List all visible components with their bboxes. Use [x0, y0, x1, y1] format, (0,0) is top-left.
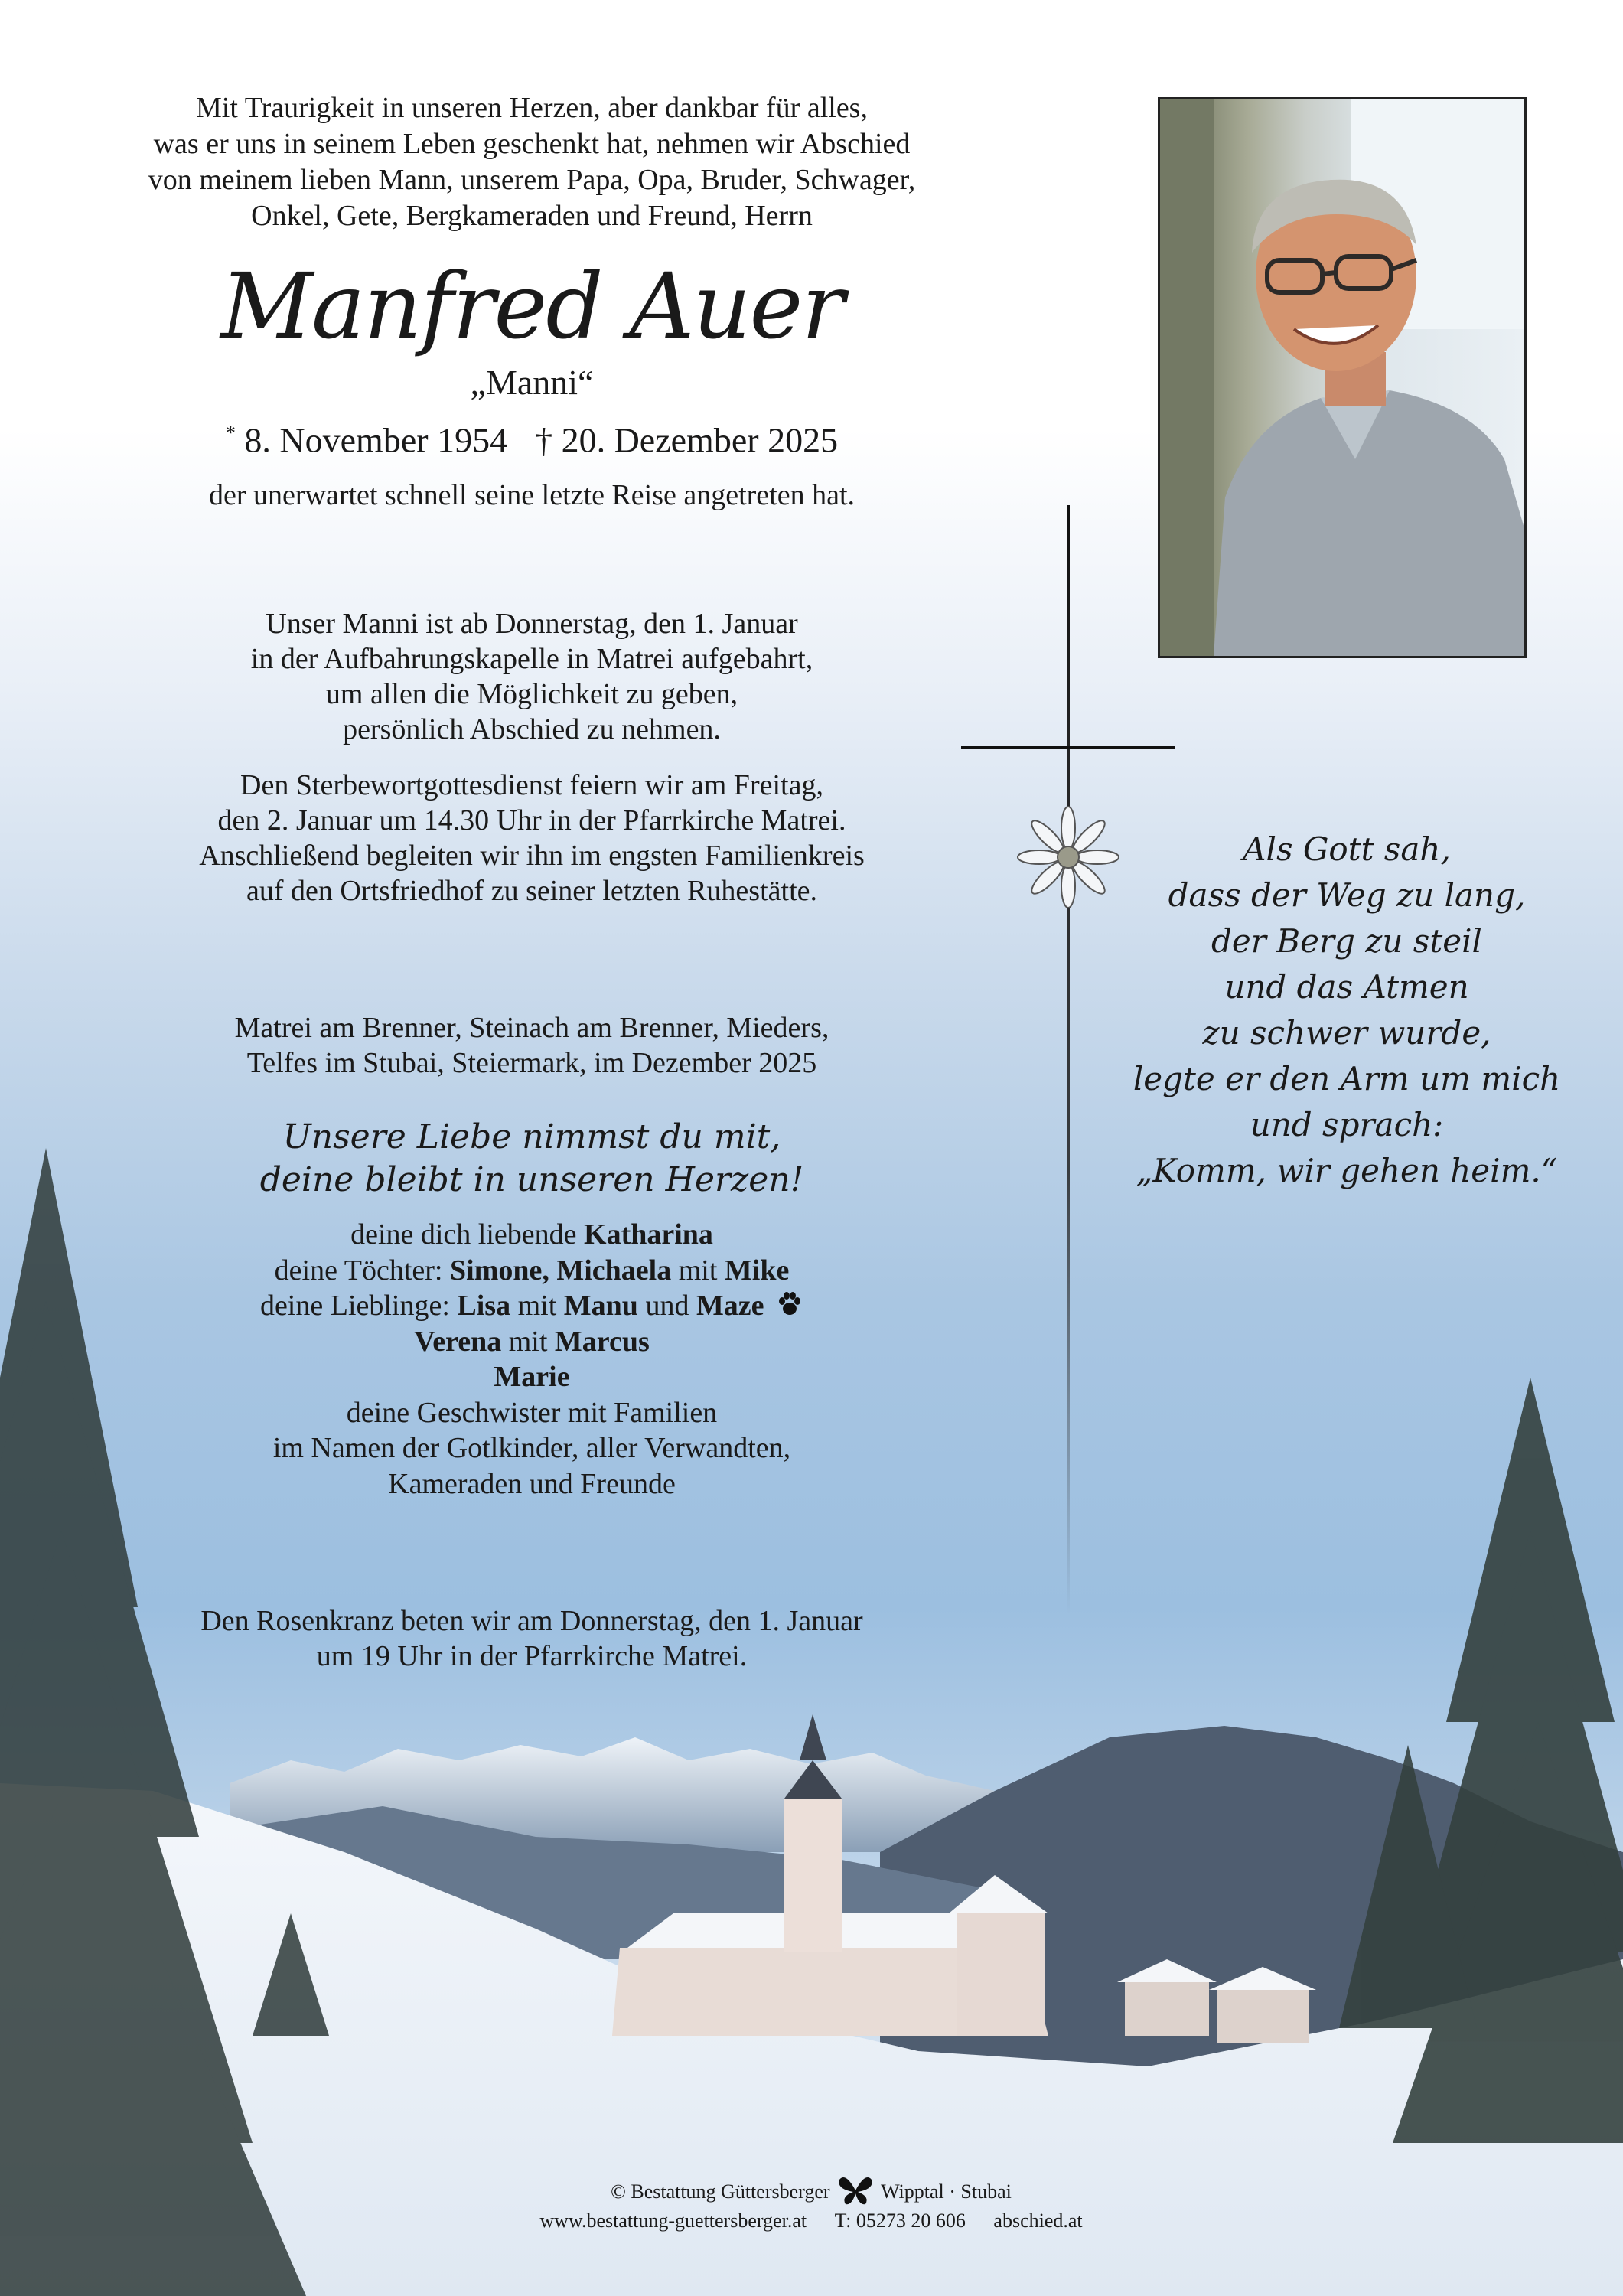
footer-website[interactable]: www.bestattung-guettersberger.at: [539, 2210, 807, 2232]
edelweiss-icon: [1018, 807, 1119, 908]
footer-line-2: [383, 2208, 1240, 2234]
footer-copyright: © Bestattung Güttersberger: [611, 2180, 830, 2203]
mourner-name: Simone, Michaela: [450, 1254, 672, 1287]
mourner-name: Mike: [724, 1254, 790, 1287]
death-date: 20. Dezember 2025: [561, 420, 839, 460]
service-line: den 2. Januar um 14.30 Uhr in der Pfarrkirche Matrei.: [217, 804, 846, 837]
service-line: Anschließend begleiten wir ihn im engsten Familienkreis: [199, 840, 865, 872]
poem-line: dass der Weg zu lang,: [1168, 876, 1526, 914]
motto-line: deine bleibt in unseren Herzen!: [259, 1160, 804, 1199]
paw-icon: [776, 1290, 803, 1318]
mourner-text: und: [637, 1290, 696, 1322]
nickname: „Manni“: [470, 363, 594, 402]
intro-line: von meinem lieben Mann, unserem Papa, Opa, Bruder, Schwager,: [148, 164, 916, 196]
mourner-text: deine dich liebende: [350, 1218, 585, 1251]
place-line: Telfes im Stubai, Steiermark, im Dezember 2025: [246, 1047, 817, 1079]
intro-line: Mit Traurigkeit in unseren Herzen, aber dankbar für alles,: [196, 92, 868, 124]
poem-line: legte er den Arm um mich: [1133, 1060, 1561, 1097]
viewing-line: um allen die Möglichkeit zu geben,: [325, 678, 738, 710]
mourner-name: Marie: [494, 1361, 570, 1393]
mourner-text: mit: [501, 1325, 555, 1358]
rosary-line: Den Rosenkranz beten wir am Donnerstag, den 1. Januar: [200, 1605, 863, 1637]
mourner-line: [61, 1324, 1002, 1360]
mourner-text: mit: [671, 1254, 725, 1287]
footer-line-1: [383, 2175, 1240, 2206]
service-line: Den Sterbewortgottesdienst feiern wir am Freitag,: [240, 769, 823, 801]
mourner-line: [61, 1359, 1002, 1395]
birth-symbol: *: [225, 422, 236, 444]
mourner-name: Marcus: [554, 1325, 650, 1358]
viewing-line: Unser Manni ist ab Donnerstag, den 1. Januar: [266, 608, 798, 640]
mourner-name: Lisa: [457, 1290, 511, 1322]
life-dates: [61, 410, 1002, 463]
intro-text: [61, 90, 1002, 234]
place-line: Matrei am Brenner, Steinach am Brenner, Mieders,: [234, 1012, 829, 1044]
viewing-text: [61, 606, 1002, 747]
rosary-text: [61, 1603, 1002, 1674]
deceased-name: Manfred Auer: [220, 253, 843, 359]
motto-line: Unsere Liebe nimmst du mit,: [282, 1117, 781, 1156]
poem-line: und das Atmen: [1224, 968, 1469, 1006]
poem-line: „Komm, wir gehen heim.“: [1136, 1152, 1558, 1189]
mourner-name: Katharina: [584, 1218, 713, 1251]
viewing-line: in der Aufbahrungskapelle in Matrei aufgebahrt,: [250, 643, 813, 675]
mourner-text: deine Töchter:: [274, 1254, 450, 1287]
mourner-text: mit: [510, 1290, 564, 1322]
subline: der unerwartet schnell seine letzte Reise angetreten hat.: [208, 479, 855, 511]
mourner-name: Maze: [696, 1290, 764, 1322]
rosary-line: um 19 Uhr in der Pfarrkirche Matrei.: [316, 1640, 748, 1672]
poem: [1117, 827, 1576, 1194]
mourners-list: [61, 1217, 1002, 1502]
poem-line: zu schwer wurde,: [1202, 1014, 1491, 1052]
motto: [61, 1116, 1002, 1202]
intro-line: was er uns in seinem Leben geschenkt hat, nehmen wir Abschied: [153, 128, 911, 160]
mourner-line: [61, 1217, 1002, 1253]
poem-line: Als Gott sah,: [1243, 830, 1451, 868]
service-text: [61, 768, 1002, 908]
service-line: auf den Ortsfriedhof zu seiner letzten Ruhestätte.: [246, 875, 817, 907]
viewing-line: persönlich Abschied zu nehmen.: [343, 713, 721, 745]
footer-phone: T: 05273 20 606: [834, 2210, 966, 2232]
mourner-line: [61, 1288, 1002, 1324]
mourner-name: Verena: [414, 1325, 502, 1358]
mourner-text: deine Lieblinge:: [259, 1290, 458, 1322]
mourner-line: im Namen der Gotlkinder, aller Verwandten,: [272, 1432, 791, 1464]
portrait-photo: [1158, 97, 1527, 658]
poem-line: der Berg zu steil: [1211, 922, 1482, 960]
mourner-line: deine Geschwister mit Familien: [346, 1396, 718, 1429]
footer-email[interactable]: abschied.at: [993, 2210, 1083, 2232]
poem-line: und sprach:: [1250, 1106, 1444, 1143]
intro-line: Onkel, Gete, Bergkameraden und Freund, Herrn: [251, 200, 813, 232]
butterfly-icon: [838, 2175, 873, 2206]
footer-region: Wipptal · Stubai: [881, 2180, 1012, 2203]
mourner-line: Kameraden und Freunde: [388, 1467, 676, 1500]
mourner-line: [61, 1253, 1002, 1289]
portrait-image: [1160, 99, 1524, 656]
death-symbol: †: [535, 420, 553, 460]
place-date: [61, 1010, 1002, 1081]
birth-date: 8. November 1954: [244, 420, 508, 460]
mourner-name: Manu: [563, 1290, 638, 1322]
